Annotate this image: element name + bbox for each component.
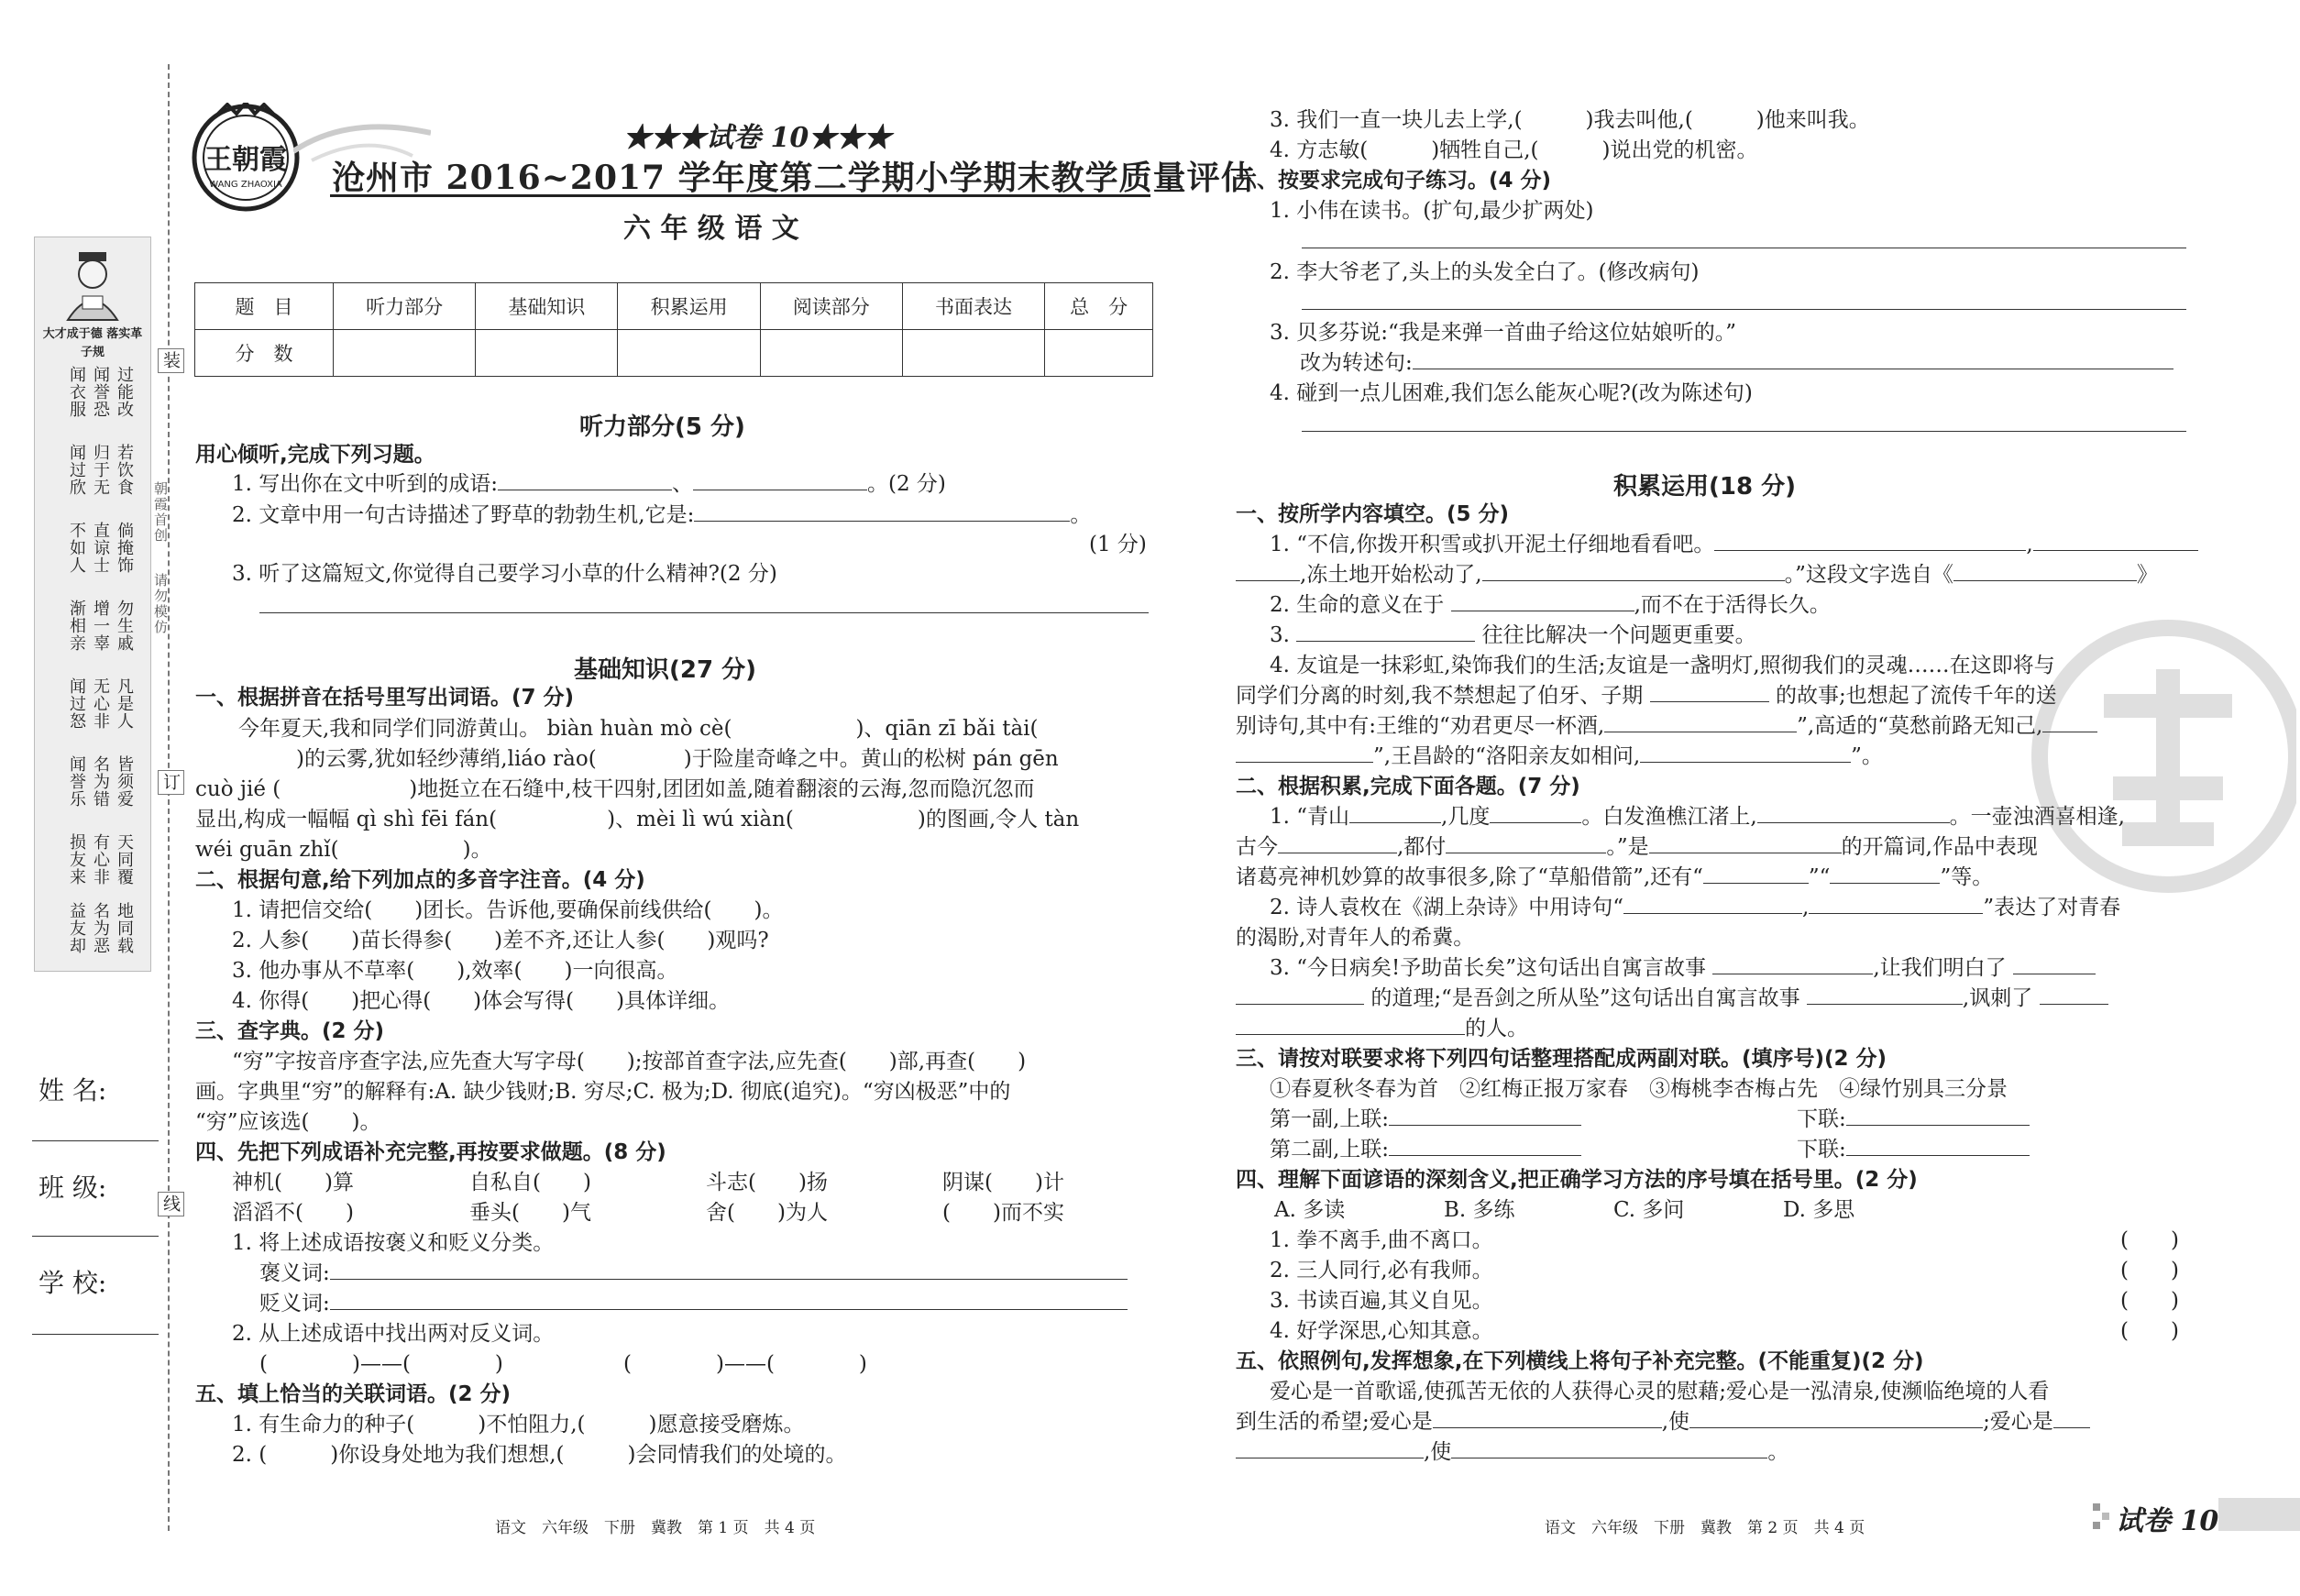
- question-heading: 二、根据句意,给下列加点的多音字注音。(4 分): [195, 868, 645, 892]
- answer-blank[interactable]: [1451, 590, 1634, 611]
- question-line: 的渴盼,对青年人的希冀。: [1236, 926, 1475, 950]
- proverb-item: 4. 好学深思,心知其意。: [1270, 1319, 1493, 1343]
- answer-blank[interactable]: [1296, 621, 1475, 642]
- motto-col: 归于无: [91, 444, 110, 496]
- answer-blank[interactable]: [1640, 742, 1851, 763]
- motto-col: 增一辜: [91, 600, 110, 652]
- svg-text:王朝霞: 王朝霞: [204, 144, 287, 176]
- motto-col: 闻过欣: [67, 444, 86, 496]
- answer-blank[interactable]: [1389, 1135, 1581, 1156]
- score-header-row: [195, 283, 1153, 330]
- motto-col: 若饮食: [115, 444, 134, 496]
- idiom-item: 滔滔不( ): [232, 1201, 354, 1225]
- question-heading: 五、填上恰当的关联词语。(2 分): [195, 1382, 512, 1406]
- answer-blank[interactable]: [1712, 953, 1873, 974]
- binding-mark: 线: [158, 1192, 184, 1216]
- motto-col: 闻誉乐: [67, 755, 86, 808]
- score-input[interactable]: [618, 330, 760, 377]
- question-line: 1. 有生命力的种子( )不怕阻力,( )愿意接受磨炼。: [232, 1413, 805, 1436]
- question-line: cuò jié ( )地挺立在石缝中,枝干四射,团团如盖,随着翻滚的云海,忽而隐沉忽而: [195, 777, 1035, 801]
- motto-col: 闻衣服: [67, 366, 86, 418]
- answer-blank[interactable]: [1953, 560, 2137, 581]
- answer-blank[interactable]: [694, 501, 1070, 522]
- motto-col: 闻过怒: [67, 677, 86, 730]
- idiom-item: 垂头( )气: [469, 1201, 591, 1225]
- answer-line[interactable]: [1302, 431, 2186, 432]
- sidebar-panel: [34, 237, 151, 972]
- answer-blank[interactable]: [1650, 681, 1769, 702]
- answer-line[interactable]: [1302, 309, 2186, 310]
- class-field[interactable]: [32, 1236, 159, 1237]
- answer-blank[interactable]: [1389, 1105, 1581, 1126]
- answer-paren[interactable]: ( ): [2120, 1319, 2179, 1343]
- answer-blank[interactable]: [2053, 1407, 2090, 1428]
- exam-title: 沧州市 2016~2017 学年度第二学期小学期末教学质量评估: [332, 159, 1255, 197]
- answer-blank[interactable]: [498, 469, 672, 490]
- question-line: 4. 方志敏( )牺牲自己,( )说出党的机密。: [1270, 138, 1758, 162]
- answer-blank[interactable]: [330, 1259, 1128, 1280]
- answer-blank[interactable]: [2033, 530, 2198, 551]
- question-line: 3. 听了这篇短文,你觉得自己要学习小草的什么精神?(2 分): [232, 562, 777, 586]
- option-item: D. 多思: [1783, 1198, 1855, 1222]
- motto-col: 皆须爱: [115, 755, 134, 808]
- table-cell: 听力部分: [334, 283, 476, 330]
- question-line: ( )——( ): [623, 1352, 867, 1376]
- question-line: 4. 你得( )把心得( )体会写得( )具体详细。: [232, 989, 731, 1013]
- question-line: ,冻土地开始松动了, 。”这段文字选自《 》: [1236, 560, 2158, 589]
- motto-col: 不如人: [67, 522, 86, 574]
- question-line: 到生活的希望;爱心是 ,使 ;爱心是: [1236, 1407, 2090, 1436]
- answer-blank[interactable]: [1236, 984, 1364, 1005]
- score-input[interactable]: [760, 330, 902, 377]
- motto-col: 倘掩饰: [115, 522, 134, 574]
- table-cell: 题 目: [195, 283, 334, 330]
- page-footer: 语文 六年级 下册 冀教 第 2 页 共 4 页: [1545, 1519, 1865, 1537]
- section-title: 积累运用(18 分): [1613, 473, 1796, 501]
- question-line: 3. 往往比解决一个问题更重要。: [1270, 621, 1756, 650]
- question-line: 的道理;“是吾剑之所从坠”这句话出自寓言故事 ,讽刺了: [1236, 984, 2108, 1013]
- question-line: 贬义词:: [259, 1289, 1128, 1318]
- answer-blank[interactable]: [1236, 1437, 1424, 1458]
- motto-col: 凡是人: [115, 677, 134, 730]
- copyright-note: 请勿模仿: [152, 573, 169, 635]
- question-line: 4. 友谊是一抹彩虹,染饰我们的生活;友谊是一盏明灯,照彻我们的灵魂……在这即将与: [1270, 654, 2055, 677]
- question-line: 爱心是一首歌谣,使孤苦无依的人获得心灵的慰藉;爱心是一泓清泉,使濒临绝境的人看: [1270, 1380, 2050, 1403]
- idiom-item: 斗志( )扬: [706, 1171, 828, 1194]
- question-heading: 三、查字典。(2 分): [195, 1019, 385, 1043]
- question-line: 第二副,上联:: [1270, 1135, 1581, 1164]
- answer-blank[interactable]: [1236, 742, 1373, 763]
- answer-blank[interactable]: [1236, 1014, 1465, 1035]
- answer-blank[interactable]: [1349, 802, 1441, 823]
- answer-blank[interactable]: [1807, 984, 1963, 1005]
- option-item: A. 多读: [1274, 1198, 1346, 1222]
- question-heading: 一、按所学内容填空。(5 分): [1236, 502, 1510, 526]
- answer-blank[interactable]: [1846, 1135, 2030, 1156]
- question-line: 画。字典里“穷”的解释有:A. 缺少钱财;B. 穷尽;C. 极为;D. 彻底(追究)。“穷凶极恶”中的: [195, 1080, 1011, 1104]
- name-field[interactable]: [32, 1140, 159, 1141]
- answer-blank[interactable]: [2040, 984, 2108, 1005]
- answer-blank[interactable]: [1623, 893, 1802, 914]
- section-title: 听力部分(5 分): [579, 413, 745, 441]
- corner-bar: [2218, 1498, 2300, 1531]
- class-label: 班 级:: [39, 1172, 107, 1203]
- question-line: 1. 写出你在文中听到的成语: 、 。(2 分): [232, 469, 946, 499]
- name-label: 姓 名:: [39, 1075, 107, 1106]
- motto-col: 名为错: [91, 755, 110, 808]
- question-heading: 五、依照例句,发挥想象,在下列横线上将句子补充完整。(不能重复)(2 分): [1236, 1349, 1924, 1373]
- answer-blank[interactable]: [1757, 802, 1950, 823]
- motto-col: 过能改: [115, 366, 134, 418]
- question-line: ①春夏秋冬春为首 ②红梅正报万家春 ③梅桃李杏梅占先 ④绿竹别具三分景: [1270, 1077, 2008, 1101]
- idiom-item: 舍( )为人: [706, 1201, 828, 1225]
- question-line: 改为转述句:: [1300, 348, 2173, 378]
- answer-blank[interactable]: [1433, 1407, 1662, 1428]
- scholar-illustration: [55, 248, 130, 322]
- sidebar-motto: 大才成于德 落实革子规: [42, 327, 143, 359]
- question-heading: 四、先把下列成语补充完整,再按要求做题。(8 分): [195, 1140, 666, 1164]
- question-line: )的云雾,犹如轻纱薄绡,liáo rào( )于险崖奇峰之中。黄山的松树 pán gēn: [296, 747, 1059, 771]
- question-line: “穷”字按音序查字法,应先查大写字母( );按部首查字法,应先查( )部,再查( ): [232, 1050, 1027, 1073]
- answer-blank[interactable]: [1236, 560, 1300, 581]
- answer-blank[interactable]: [1830, 863, 1940, 884]
- question-line: 2. 诗人袁枚在《湖上杂诗》中用诗句“ , ”表达了对青春: [1270, 893, 2120, 922]
- score-input[interactable]: [334, 330, 476, 377]
- question-line: 1. “青山 ,几度 。白发渔樵江渚上, 。一壶浊酒喜相逢,: [1270, 802, 2125, 831]
- proverb-item: 2. 三人同行,必有我师。: [1270, 1259, 1493, 1282]
- answer-line[interactable]: [259, 612, 1149, 613]
- question-heading: 用心倾听,完成下列习题。: [195, 443, 435, 467]
- brand-logo: [191, 103, 301, 213]
- question-heading: 二、根据积累,完成下面各题。(7 分): [1236, 775, 1580, 798]
- score-input[interactable]: [1045, 330, 1153, 377]
- school-field[interactable]: [32, 1334, 159, 1335]
- svg-text:WANG ZHAOXIA: WANG ZHAOXIA: [209, 180, 282, 190]
- question-line: 第一副,上联:: [1270, 1105, 1581, 1134]
- idiom-item: ( )而不实: [942, 1201, 1064, 1225]
- exam-number: ★★★试卷 10★★★: [623, 122, 892, 154]
- question-line: ”,王昌龄的“洛阳亲友如相问, ”。: [1236, 742, 1883, 771]
- question-line: “穷”应该选( )。: [195, 1110, 381, 1134]
- answer-blank[interactable]: [693, 469, 867, 490]
- score-value-row: [195, 330, 1153, 377]
- title-underline: [330, 194, 1150, 197]
- question-line: 古今 ,都付 。”是 的开篇词,作品中表现: [1236, 832, 2038, 862]
- question-line: 2. 人参( )苗长得参( )差不齐,还让人参( )观吗?: [232, 929, 769, 952]
- answer-blank[interactable]: [1809, 893, 1983, 914]
- answer-blank[interactable]: [1490, 802, 1581, 823]
- binding-dashed-line: [168, 64, 170, 1531]
- question-line: 3. 我们一直一块儿去上学,( )我去叫他,( )他来叫我。: [1270, 108, 1870, 132]
- table-cell: 阅读部分: [760, 283, 902, 330]
- score-input[interactable]: [476, 330, 618, 377]
- answer-blank[interactable]: [1278, 832, 1397, 853]
- question-line: 1. 将上述成语按褒义和贬义分类。: [232, 1231, 555, 1255]
- school-label: 学 校:: [39, 1268, 107, 1298]
- motto-col: 地同载: [115, 902, 134, 954]
- exam-subject: 六 年 级 语 文: [623, 213, 799, 245]
- question-line: 下联:: [1797, 1135, 2030, 1164]
- question-line: 1. 小伟在读书。(扩句,最少扩两处): [1270, 199, 1594, 223]
- watermark-seal: [2021, 605, 2296, 908]
- motto-col: 损友来: [67, 833, 86, 886]
- table-cell: 基础知识: [476, 283, 618, 330]
- question-line: 3. “今日病矣!予助苗长矣”这句话出自寓言故事 ,让我们明白了: [1270, 953, 2096, 983]
- answer-blank[interactable]: [1604, 711, 1797, 732]
- answer-blank[interactable]: [1482, 560, 1785, 581]
- binding-mark: 装: [158, 348, 184, 373]
- question-heading: 四、理解下面谚语的深刻含义,把正确学习方法的序号填在括号里。(2 分): [1236, 1168, 1918, 1192]
- idiom-item: 自私自( ): [469, 1171, 591, 1194]
- answer-blank[interactable]: [1703, 863, 1809, 884]
- question-line: 3. 贝多芬说:“我是来弹一首曲子给这位姑娘听的。”: [1270, 321, 1737, 345]
- proverb-item: 1. 拳不离手,曲不离口。: [1270, 1228, 1493, 1252]
- question-heading: 一、根据拼音在括号里写出词语。(7 分): [195, 686, 575, 710]
- table-cell: 书面表达: [902, 283, 1044, 330]
- copyright-note: 朝霞首创: [152, 481, 169, 544]
- answer-blank[interactable]: [330, 1289, 1128, 1310]
- question-line: 2. 文章中用一句古诗描述了野草的勃勃生机,它是: 。: [232, 501, 1091, 530]
- question-line: ,使 。: [1236, 1437, 1788, 1467]
- answer-blank[interactable]: [1413, 348, 2173, 369]
- question-line: 2. 李大爷老了,头上的头发全白了。(修改病句): [1270, 260, 1700, 284]
- binding-mark: 订: [158, 770, 184, 795]
- idiom-item: 阴谋( )计: [942, 1171, 1064, 1194]
- question-line: 褒义词:: [259, 1259, 1128, 1288]
- motto-col: 名为恶: [91, 902, 110, 954]
- answer-blank[interactable]: [1446, 832, 1606, 853]
- answer-blank[interactable]: [1689, 1407, 1983, 1428]
- answer-blank[interactable]: [1649, 832, 1842, 853]
- question-line: 1. 请把信交给( )团长。告诉他,要确保前线供给( )。: [232, 898, 784, 922]
- motto-col: 有心非: [91, 833, 110, 886]
- question-line: 诸葛亮神机妙算的故事很多,除了“草船借箭”,还有“ ”“ ”等。: [1236, 863, 1993, 892]
- option-item: B. 多练: [1444, 1198, 1515, 1222]
- proverb-item: 3. 书读百遍,其义自见。: [1270, 1289, 1493, 1313]
- motto-col: 益友却: [67, 902, 86, 954]
- question-line: 同学们分离的时刻,我不禁想起了伯牙、子期 的故事;也想起了流传千年的送: [1236, 681, 2057, 710]
- score-input[interactable]: [902, 330, 1044, 377]
- answer-paren[interactable]: ( ): [2120, 1259, 2179, 1282]
- motto-col: 直谅士: [91, 522, 110, 574]
- table-cell: 积累运用: [618, 283, 760, 330]
- table-cell: 总 分: [1045, 283, 1153, 330]
- question-line: wéi guān zhǐ( )。: [195, 838, 492, 862]
- corner-dots: [2093, 1503, 2113, 1531]
- answer-blank[interactable]: [1451, 1437, 1767, 1458]
- question-line: 3. 他办事从不草率( ),效率( )一向很高。: [232, 959, 678, 983]
- idiom-item: 神机( )算: [232, 1171, 354, 1194]
- question-heading: 三、请按对联要求将下列四句话整理搭配成两副对联。(填序号)(2 分): [1236, 1047, 1887, 1071]
- motto-col: 渐相亲: [67, 600, 86, 652]
- option-item: C. 多问: [1613, 1198, 1685, 1222]
- corner-exam-tag: 试卷 10: [2116, 1505, 2219, 1537]
- question-line: 2. 从上述成语中找出两对反义词。: [232, 1322, 555, 1346]
- question-line: 4. 碰到一点儿困难,我们怎么能灰心呢?(改为陈述句): [1270, 381, 1753, 405]
- section-title: 基础知识(27 分): [574, 656, 756, 684]
- question-heading: 六、按要求完成句子练习。(4 分): [1236, 169, 1552, 193]
- answer-blank[interactable]: [2013, 953, 2096, 974]
- answer-paren[interactable]: ( ): [2120, 1289, 2179, 1313]
- score-table: [194, 282, 1153, 377]
- page-footer: 语文 六年级 下册 冀教 第 1 页 共 4 页: [495, 1519, 816, 1537]
- question-line: 2. ( )你设身处地为我们想想,( )会同情我们的处境的。: [232, 1443, 847, 1467]
- table-cell: 分 数: [195, 330, 334, 377]
- question-line: 的人。: [1236, 1014, 1528, 1043]
- answer-paren[interactable]: ( ): [2120, 1228, 2179, 1252]
- motto-col: 天同覆: [115, 833, 134, 886]
- question-line: 今年夏天,我和同学们同游黄山。 biàn huàn mò cè( )、qiān zī bǎi tài(: [238, 717, 1039, 741]
- question-line: 2. 生命的意义在于 ,而不在于活得长久。: [1270, 590, 1831, 620]
- question-line: ( )——( ): [259, 1352, 503, 1376]
- score-note: (1 分): [1089, 533, 1147, 556]
- question-line: 显出,构成一幅幅 qì shì fēi fán( )、mèi lì wú xiàn( )的图画,令人 tàn: [195, 808, 1080, 831]
- motto-col: 闻誉恐: [91, 366, 110, 418]
- answer-blank[interactable]: [1846, 1105, 2030, 1126]
- motto-col: 勿生戚: [115, 600, 134, 652]
- question-line: 下联:: [1797, 1105, 2030, 1134]
- question-line: 1. “不信,你拨开积雪或扒开泥土仔细地看看吧。 ,: [1270, 530, 2198, 559]
- answer-blank[interactable]: [1714, 530, 2026, 551]
- question-line: 别诗句,其中有:王维的“劝君更尽一杯酒, ”,高适的“莫愁前路无知己,: [1236, 711, 2097, 741]
- motto-col: 无心非: [91, 677, 110, 730]
